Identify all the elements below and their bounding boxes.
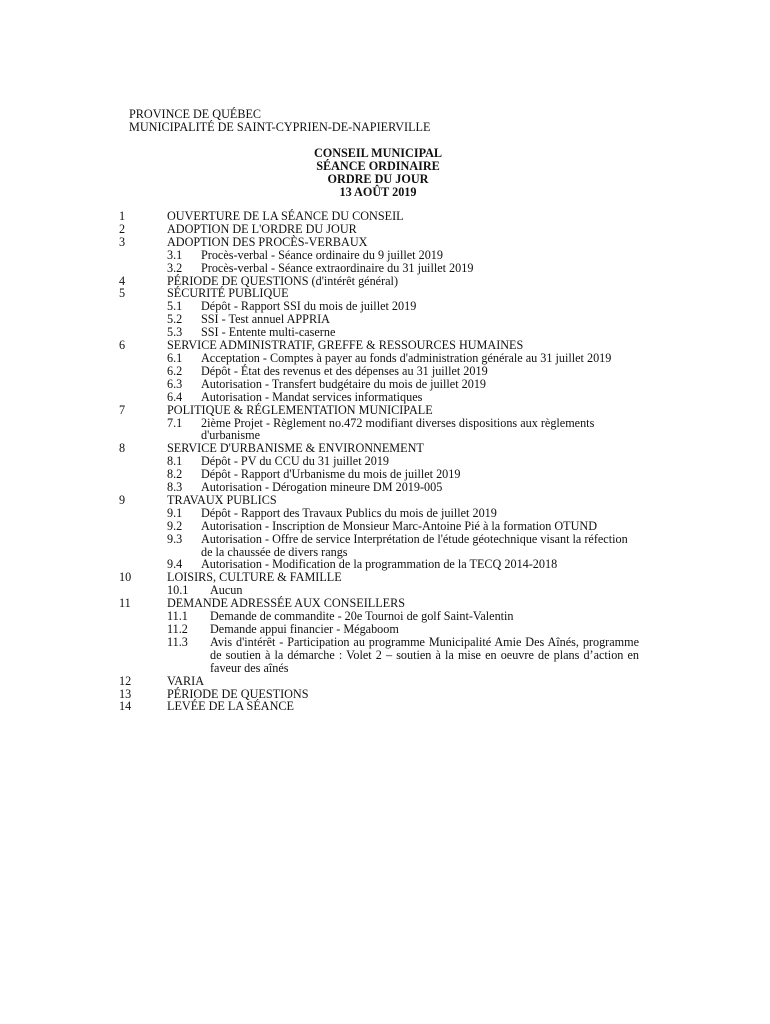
agenda-subitem-number: 6.4: [167, 389, 183, 404]
agenda-item: [119, 571, 639, 584]
document-titles: [0, 147, 756, 199]
agenda-subitem-number: 8.2: [167, 467, 183, 482]
agenda-item-number: 2: [119, 221, 126, 236]
agenda-subitem-text: Acceptation - Comptes à payer au fonds d'administration générale au 31 juillet 2019: [201, 350, 612, 365]
agenda-subitem-text: Demande de commandite - 20e Tournoi de golf Saint-Valentin: [210, 609, 514, 624]
agenda-subitem-text: SSI - Test annuel APPRIA: [201, 312, 330, 327]
agenda-subitem-text: 2ième Projet - Règlement no.472 modifiant diverses dispositions aux règlements d'urbanisme: [201, 415, 595, 443]
agenda-item-number: 8: [119, 441, 126, 456]
agenda-subitem-number: 9.1: [167, 505, 183, 520]
agenda-item-title: SÉCURITÉ PUBLIQUE: [167, 286, 289, 301]
agenda-subitem-number: 3.1: [167, 247, 183, 262]
agenda-subitem: [119, 262, 639, 275]
agenda-subitem-number: 11.1: [167, 609, 188, 624]
agenda-subitem-number: 6.3: [167, 376, 183, 391]
agenda-item-title: VARIA: [167, 673, 205, 688]
agenda-subitem-text: Aucun: [210, 583, 243, 598]
agenda-subitem-number: 8.3: [167, 480, 183, 495]
agenda-subitem-text: Dépôt - Rapport d'Urbanisme du mois de juillet 2019: [201, 467, 461, 482]
agenda-item-number: 3: [119, 234, 126, 249]
agenda-item-title: PÉRIODE DE QUESTIONS: [167, 686, 309, 701]
agenda-subitem-number: 10.1: [167, 583, 189, 598]
agenda-subitem-number: 5.3: [167, 325, 183, 340]
agenda-item-number: 14: [119, 699, 132, 714]
agenda-subitem-number: 5.2: [167, 312, 183, 327]
agenda-subitem: [119, 313, 639, 326]
agenda-item-number: 4: [119, 273, 126, 288]
agenda-subitem: [119, 249, 639, 262]
agenda-item: [119, 675, 639, 688]
agenda-item-number: 13: [119, 686, 132, 701]
agenda-item: [119, 494, 639, 507]
agenda-item: [119, 223, 639, 236]
agenda-list: [119, 210, 639, 713]
agenda-subitem-text: Dépôt - Rapport SSI du mois de juillet 2019: [201, 299, 417, 314]
agenda-subitem-number: 6.2: [167, 363, 183, 378]
agenda-subitem: [119, 365, 639, 378]
agenda-subitem-number: 7.1: [167, 415, 183, 430]
agenda-item: [119, 236, 639, 249]
agenda-subitem-number: 9.3: [167, 531, 183, 546]
agenda-subitem-text: Dépôt - Rapport des Travaux Publics du mois de juillet 2019: [201, 505, 497, 520]
agenda-item-title: ADOPTION DE L'ORDRE DU JOUR: [167, 221, 357, 236]
agenda-subitem-number: 5.1: [167, 299, 183, 314]
agenda-subitem-number: 3.2: [167, 260, 183, 275]
agenda-subitem: [119, 391, 639, 404]
agenda-title: ORDRE DU JOUR: [327, 171, 429, 186]
agenda-subitem-text: Dépôt - PV du CCU du 31 juillet 2019: [201, 454, 390, 469]
agenda-item-title: DEMANDE ADRESSÉE AUX CONSEILLERS: [167, 596, 406, 611]
agenda-item-title: SERVICE D'URBANISME & ENVIRONNEMENT: [167, 441, 424, 456]
agenda-subitem-number: 11.2: [167, 622, 188, 636]
agenda-item-title: ADOPTION DES PROCÈS-VERBAUX: [167, 234, 368, 249]
agenda-item-number: 11: [119, 596, 131, 611]
agenda-item: [119, 210, 639, 223]
agenda-item-number: 9: [119, 492, 126, 507]
agenda-item: [119, 700, 639, 713]
agenda-subitem-number: 6.1: [167, 350, 183, 365]
agenda-item-number: 6: [119, 338, 126, 353]
agenda-subitem: [119, 533, 639, 559]
agenda-item-number: 5: [119, 286, 126, 301]
agenda-subitem: [119, 481, 639, 494]
council-title: CONSEIL MUNICIPAL: [313, 146, 443, 160]
agenda-subitem: [119, 300, 639, 313]
agenda-item-title: POLITIQUE & RÉGLEMENTATION MUNICIPALE: [167, 402, 433, 417]
agenda-subitem-text: Autorisation - Dérogation mineure DM 2019-005: [201, 480, 443, 495]
agenda-subitem-text: Demande appui financier - Mégaboom: [210, 622, 399, 636]
agenda-subitem: [119, 378, 639, 391]
agenda-item-number: 10: [119, 570, 132, 585]
agenda-subitem-text: Autorisation - Offre de service Interprétation de l'étude géotechnique visant la réfection de la chaussée de divers rangs: [201, 531, 628, 559]
agenda-subitem-number: 8.1: [167, 454, 183, 469]
agenda-item-title: LEVÉE DE LA SÉANCE: [167, 699, 294, 714]
agenda-subitem: [119, 636, 639, 675]
agenda-item-title: LOISIRS, CULTURE & FAMILLE: [167, 570, 342, 585]
date-title: 13 AOÛT 2019: [339, 184, 417, 199]
agenda-subitem: [119, 507, 639, 520]
agenda-item-title: SERVICE ADMINISTRATIF, GREFFE & RESSOURCES HUMAINES: [167, 338, 524, 353]
agenda-subitem: [119, 352, 639, 365]
agenda-item-number: 12: [119, 673, 132, 688]
agenda-subitem-text: Autorisation - Transfert budgétaire du mois de juillet 2019: [201, 376, 487, 391]
agenda-item-title: PÉRIODE DE QUESTIONS (d'intérêt général): [167, 273, 398, 288]
agenda-subitem: [119, 520, 639, 533]
agenda-item-title: TRAVAUX PUBLICS: [167, 492, 277, 507]
agenda-subitem: [119, 623, 639, 636]
agenda-subitem-text: Autorisation - Inscription de Monsieur Marc-Antoine Pié à la formation OTUND: [201, 518, 598, 533]
agenda-subitem-text: Dépôt - État des revenus et des dépenses au 31 juillet 2019: [201, 363, 488, 378]
agenda-item: [119, 404, 639, 417]
agenda-subitem-text: Procès-verbal - Séance ordinaire du 9 juillet 2019: [201, 247, 443, 262]
agenda-item-title: OUVERTURE DE LA SÉANCE DU CONSEIL: [167, 209, 404, 223]
agenda-subitem-text: Avis d'intérêt - Participation au programme Municipalité Amie Des Aînés, programme de soutien à la démarche : Volet 2 – soutien à la mise en oeuvre de plans d’action en faveur des aînés: [210, 634, 639, 675]
province-line: PROVINCE DE QUÉBEC: [129, 107, 262, 121]
agenda-subitem-text: Procès-verbal - Séance extraordinaire du 31 juillet 2019: [201, 260, 474, 275]
agenda-subitem-text: Autorisation - Modification de la programmation de la TECQ 2014-2018: [201, 557, 558, 572]
agenda-subitem: [119, 417, 639, 443]
agenda-subitem-text: Autorisation - Mandat services informatiques: [201, 389, 423, 404]
agenda-subitem-number: 9.4: [167, 557, 183, 572]
agenda-subitem-number: 11.3: [167, 634, 188, 649]
agenda-subitem-number: 9.2: [167, 518, 183, 533]
agenda-item-number: 1: [119, 209, 126, 223]
agenda-subitem-text: SSI - Entente multi-caserne: [201, 325, 336, 340]
session-title: SÉANCE ORDINAIRE: [316, 158, 440, 173]
agenda-item-number: 7: [119, 402, 126, 417]
document-header: [129, 108, 430, 134]
municipality-line: MUNICIPALITÉ DE SAINT-CYPRIEN-DE-NAPIERVILLE: [129, 119, 431, 134]
